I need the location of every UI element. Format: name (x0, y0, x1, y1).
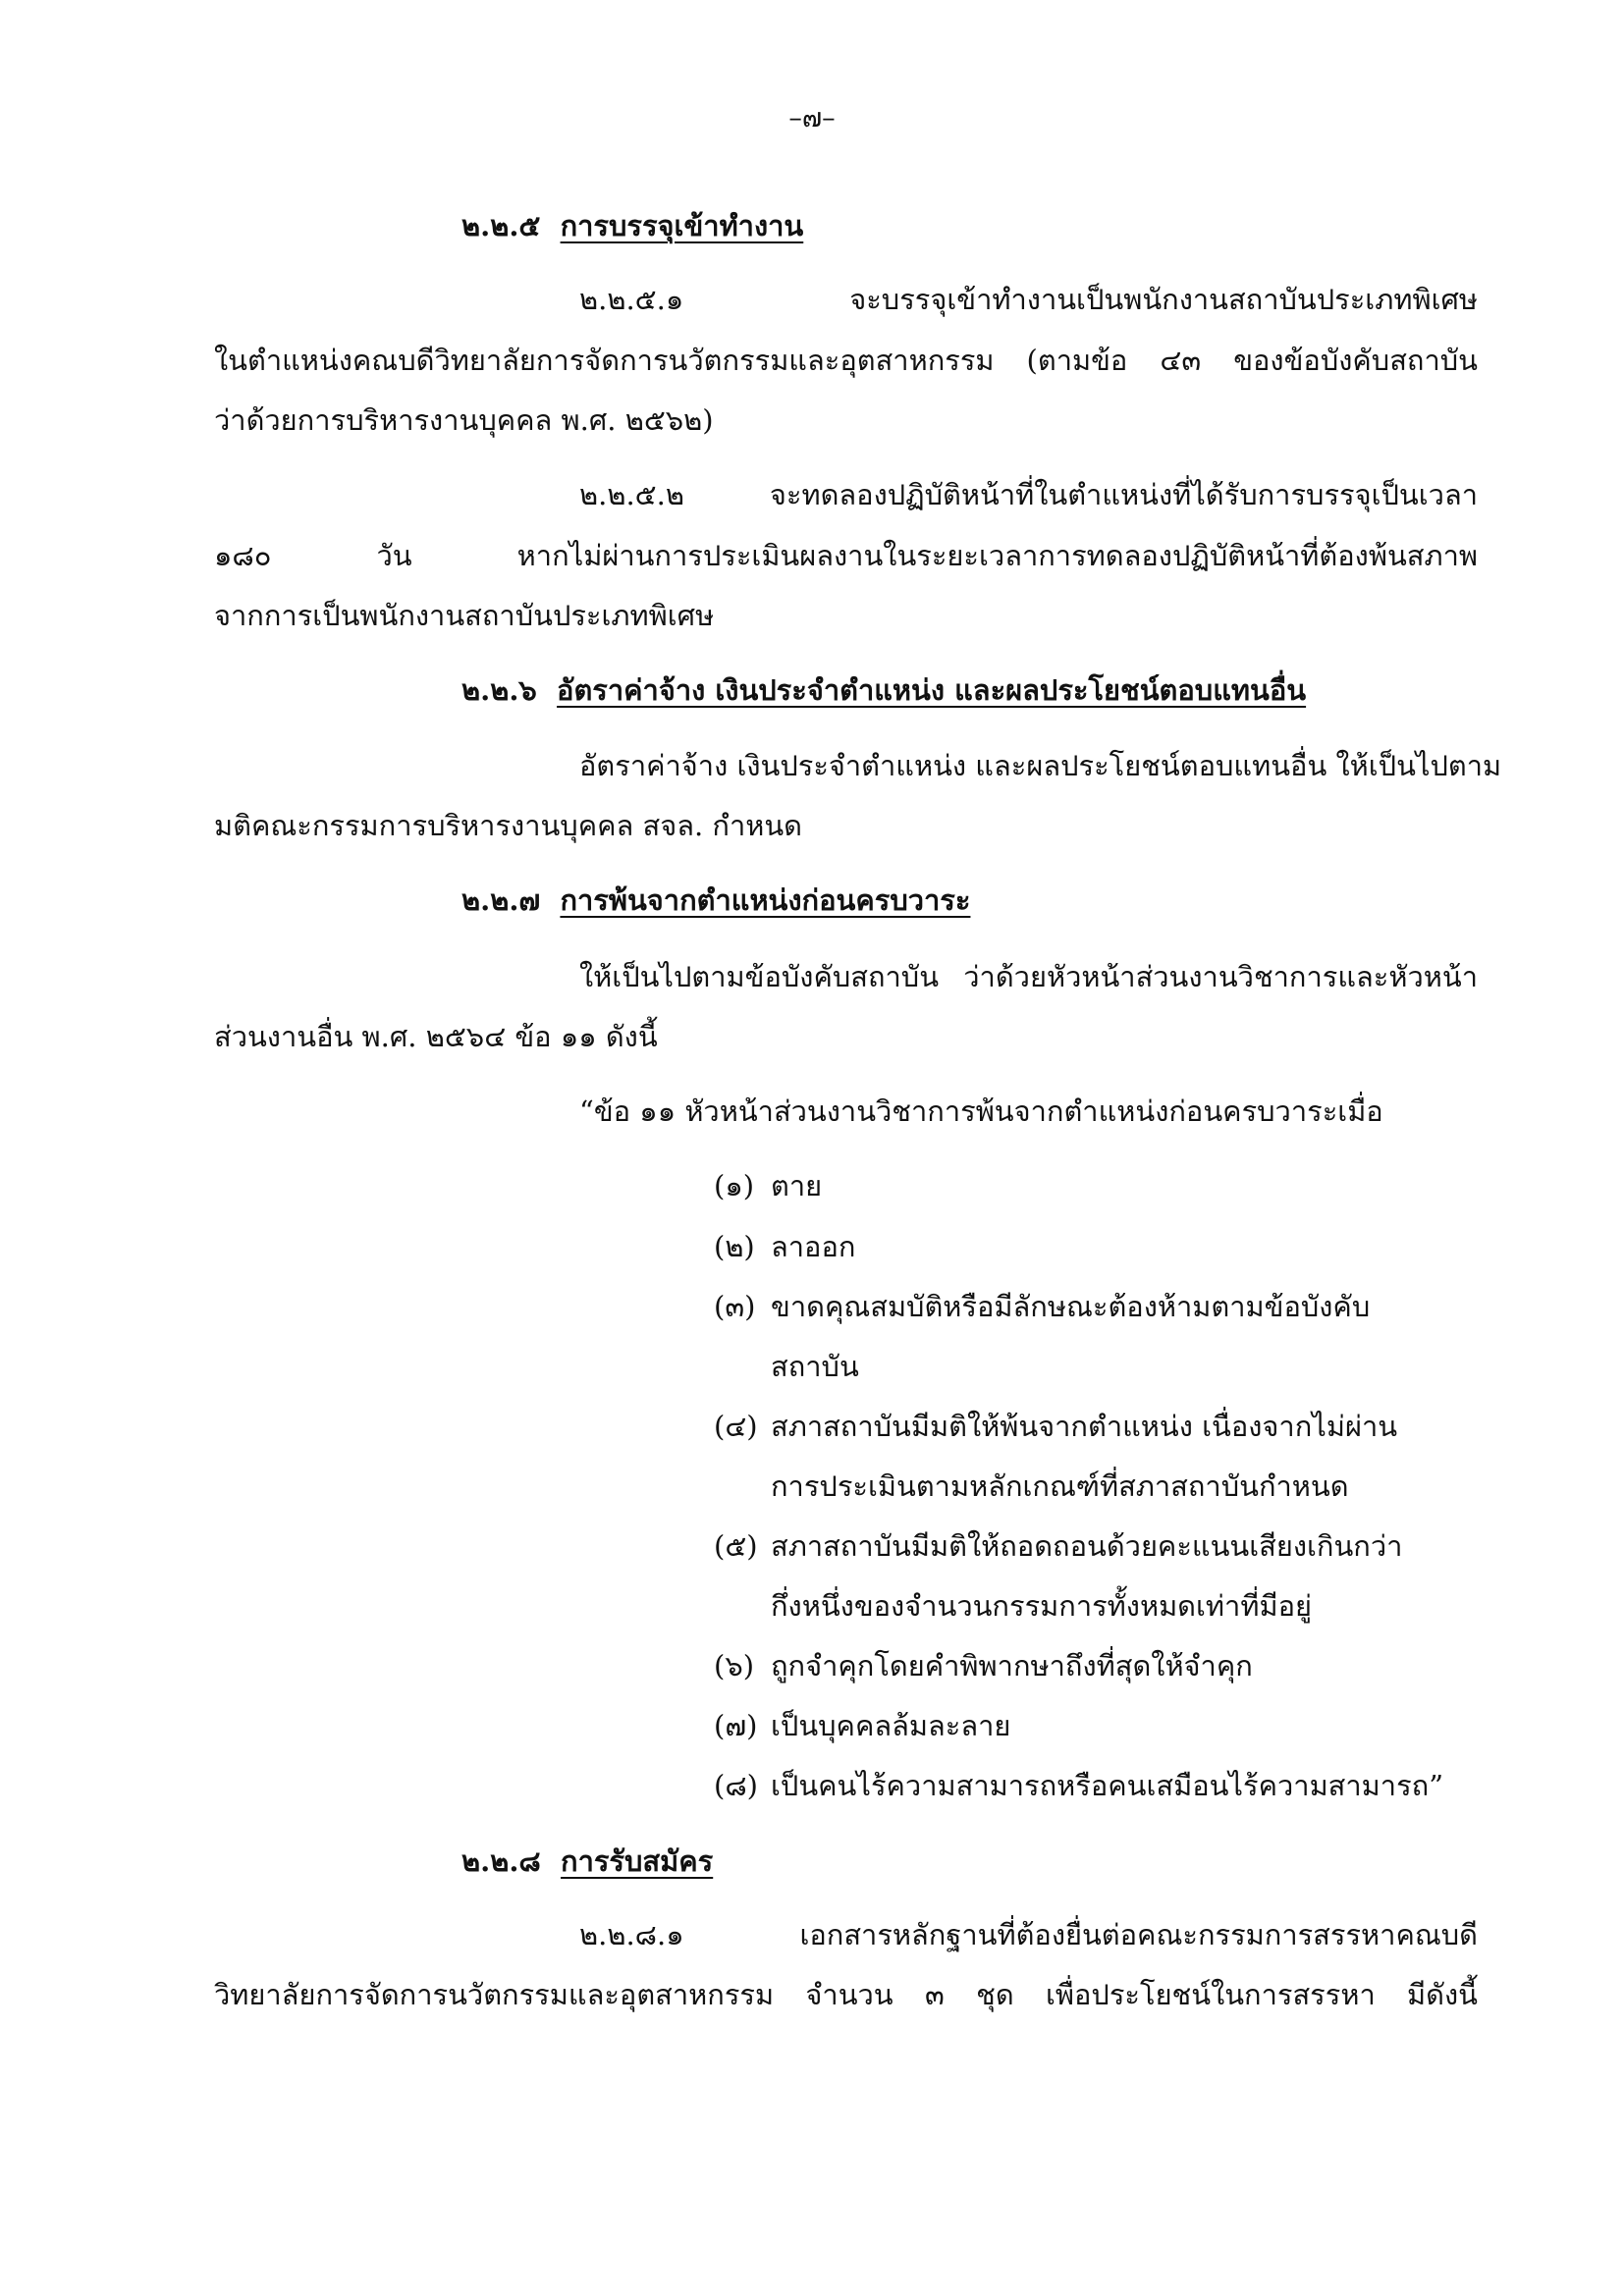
section-number: ๒.๒.๕ (461, 209, 541, 242)
paragraph-line: อัตราค่าจ้าง เงินประจำตำแหน่ง และผลประโยชน์ตอบแทนอื่น ให้เป็นไปตาม (579, 749, 1502, 782)
section-title: การบรรจุเข้าทำงาน (560, 209, 804, 242)
list-item-number: (๘) (714, 1769, 759, 1802)
paragraph-line: ๑๘๐ วัน หากไม่ผ่านการประเมินผลงานในระยะเวลาการทดลองปฏิบัติหน้าที่ต้องพ้นสภาพ (214, 539, 1478, 572)
list-item (714, 1166, 822, 1205)
list-item-number: (๒) (714, 1230, 755, 1263)
list-item-text: ขาดคุณสมบัติหรือมีลักษณะต้องห้ามตามข้อบังคับ (771, 1290, 1371, 1323)
section-2-2-7-heading (461, 881, 970, 920)
section-number: ๒.๒.๘ (461, 1844, 541, 1878)
list-item-number: (๖) (714, 1649, 755, 1682)
list-item-number: (๕) (714, 1529, 758, 1563)
list-item-number: (๗) (714, 1709, 758, 1742)
section-title: อัตราค่าจ้าง เงินประจำตำแหน่ง และผลประโยชน์ตอบแทนอื่น (557, 673, 1307, 707)
section-2-2-8-heading (461, 1842, 713, 1881)
list-item (714, 1227, 855, 1266)
paragraph-line: ในตำแหน่งคณบดีวิทยาลัยการจัดการนวัตกรรมและอุตสาหกรรม (ตามข้อ ๔๓ ของข้อบังคับสถาบัน (214, 344, 1478, 377)
list-item-text: สภาสถาบันมีมติให้ถอดถอนด้วยคะแนนเสียงเกินกว่า (771, 1529, 1403, 1563)
list-item-text: เป็นบุคคลล้มละลาย (771, 1709, 1011, 1742)
page-number: –๗– (788, 103, 836, 133)
section-title: การพ้นจากตำแหน่งก่อนครบวาระ (560, 883, 971, 917)
list-item-text: ถูกจำคุกโดยคำพิพากษาถึงที่สุดให้จำคุก (771, 1649, 1253, 1682)
section-number: ๒.๒.๗ (461, 883, 541, 917)
list-item-number: (๑) (714, 1169, 755, 1202)
list-item (714, 1766, 1443, 1805)
section-title: การรับสมัคร (561, 1844, 714, 1878)
section-number: ๒.๒.๖ (461, 673, 537, 707)
list-item-text: เป็นคนไร้ความสามารถหรือคนเสมือนไร้ความสามารถ” (771, 1769, 1444, 1802)
list-item (714, 1526, 1402, 1566)
list-item (714, 1706, 1010, 1745)
list-item-text: ตาย (771, 1169, 823, 1202)
paragraph-line: ๒.๒.๘.๑ เอกสารหลักฐานที่ต้องยื่นต่อคณะกรรมการสรรหาคณบดี (579, 1918, 1478, 1951)
list-item-text: ลาออก (771, 1230, 856, 1263)
list-item (714, 1407, 1397, 1446)
list-item (714, 1646, 1253, 1685)
list-item-continuation: สถาบัน (771, 1350, 859, 1383)
quoted-clause: “ข้อ ๑๑ หัวหน้าส่วนงานวิชาการพ้นจากตำแหน่งก่อนครบวาระเมื่อ (579, 1095, 1383, 1128)
paragraph-line: มติคณะกรรมการบริหารงานบุคคล สจล. กำหนด (214, 809, 803, 842)
list-item-number: (๓) (714, 1290, 756, 1323)
paragraph-line: ๒.๒.๕.๒ จะทดลองปฏิบัติหน้าที่ในตำแหน่งที่ได้รับการบรรจุเป็นเวลา (579, 478, 1478, 511)
section-2-2-5-heading (461, 206, 803, 245)
list-item-continuation: กึ่งหนึ่งของจำนวนกรรมการทั้งหมดเท่าที่มีอยู่ (771, 1589, 1312, 1623)
paragraph-line: จากการเป็นพนักงานสถาบันประเภทพิเศษ (214, 599, 715, 632)
paragraph-line: ให้เป็นไปตามข้อบังคับสถาบัน ว่าด้วยหัวหน้าส่วนงานวิชาการและหัวหน้า (579, 960, 1478, 993)
list-item-number: (๔) (714, 1410, 758, 1443)
section-2-2-6-heading (461, 670, 1306, 710)
paragraph-line: ส่วนงานอื่น พ.ศ. ๒๕๖๔ ข้อ ๑๑ ดังนี้ (214, 1020, 658, 1053)
paragraph-line: วิทยาลัยการจัดการนวัตกรรมและอุตสาหกรรม จำนวน ๓ ชุด เพื่อประโยชน์ในการสรรหา มีดังนี้ (214, 1978, 1478, 2011)
list-item-continuation: การประเมินตามหลักเกณฑ์ที่สภาสถาบันกำหนด (771, 1469, 1349, 1503)
list-item (714, 1287, 1370, 1326)
paragraph-line: ว่าด้วยการบริหารงานบุคคล พ.ศ. ๒๕๖๒) (214, 403, 714, 437)
paragraph-line: ๒.๒.๕.๑ จะบรรจุเข้าทำงานเป็นพนักงานสถาบันประเภทพิเศษ (579, 283, 1478, 316)
list-item-text: สภาสถาบันมีมติให้พ้นจากตำแหน่ง เนื่องจากไม่ผ่าน (771, 1410, 1398, 1443)
